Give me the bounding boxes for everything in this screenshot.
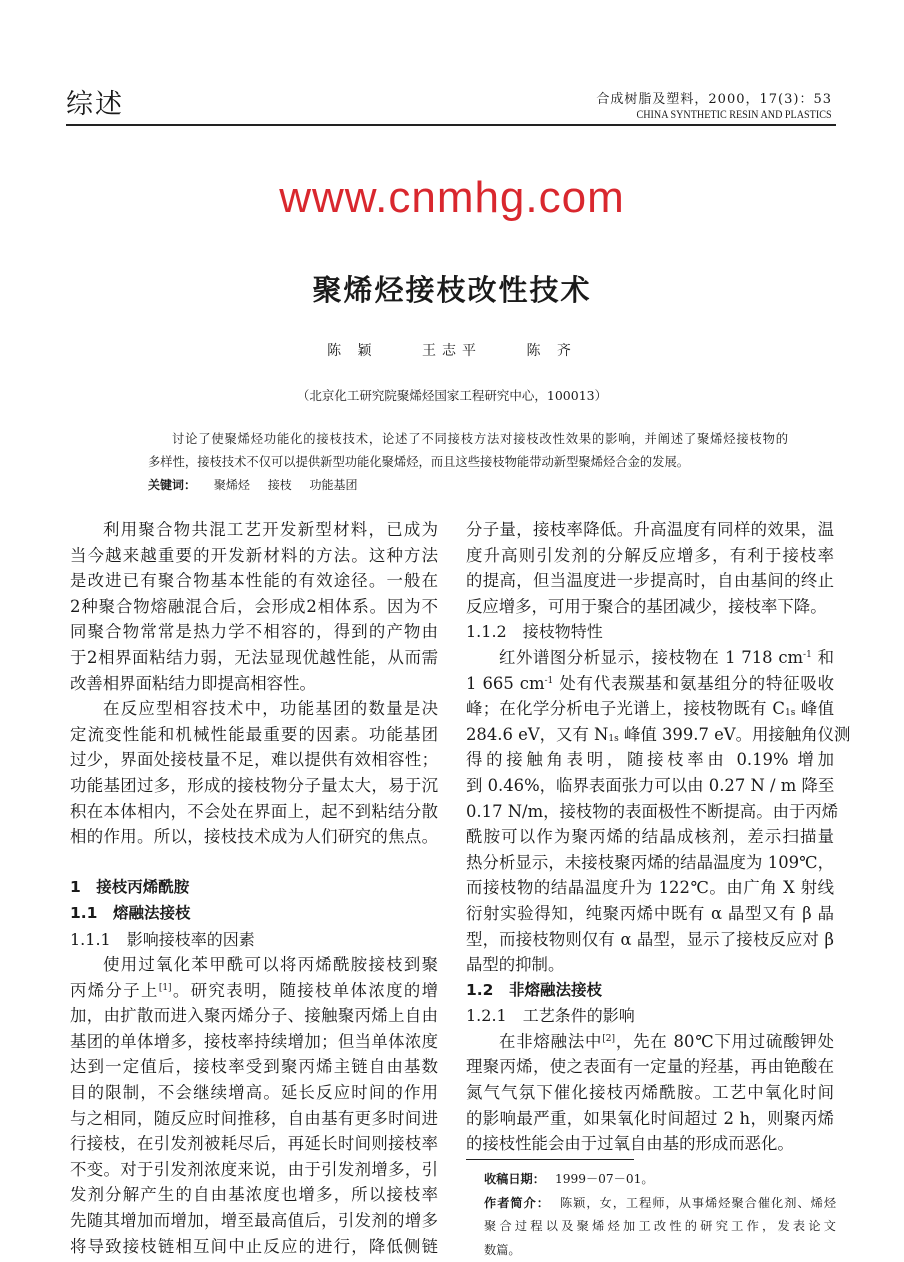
text-line (70, 696, 438, 722)
line-text: 度升高则引发剂的分解反应增多，有利于接枝率 (466, 545, 834, 565)
text-line (466, 952, 834, 978)
keyword: 功能基团 (309, 478, 358, 492)
text-line (466, 747, 834, 773)
superscript: -1 (803, 649, 812, 660)
spacer (70, 850, 438, 876)
line-text: 将导致接枝链相互间中止反应的进行，降低侧链 (70, 1236, 438, 1256)
abstract (148, 428, 788, 497)
line-text: 改善相界面粘结力即提高相容性。 (70, 673, 316, 693)
text-line (70, 619, 438, 645)
line-text: 不变。对于引发剂浓度来说，由于引发剂增多，引 (70, 1159, 438, 1179)
author-bio (484, 1192, 836, 1216)
text-line (70, 568, 438, 594)
author-list (0, 340, 904, 360)
section-label: 综述 (66, 89, 124, 120)
line-text: 型，而接枝物则仅有 α 晶型，显示了接枝反应对 β (466, 929, 834, 949)
affiliation: （北京化工研究院聚烯烃国家工程研究中心，100013） (296, 388, 608, 403)
line-text: 峰值 (795, 699, 834, 719)
text-line (70, 1106, 438, 1132)
section-heading (466, 1003, 834, 1029)
text-line (466, 671, 834, 697)
line-text: 分子量，接枝率降低。升高温度有同样的效果，温 (466, 520, 834, 539)
text-line (466, 568, 834, 594)
keyword: 聚烯烃 (213, 478, 250, 492)
line-text: 1.1.2 接枝物特性 (466, 622, 603, 642)
text-line (466, 799, 839, 825)
text-line (466, 824, 834, 850)
line-text: 到 0.46%，临界表面张力可以由 0.27 N / m 降至 (466, 775, 835, 795)
text-line (466, 1080, 834, 1106)
text-line (70, 517, 438, 543)
line-text: 理聚丙烯，使之表面有一定量的羟基，再由铯酸在 (466, 1057, 834, 1077)
text-line (70, 1003, 438, 1029)
line-text: 酰胺可以作为聚丙烯的结晶成核剂，差示扫描量 (466, 827, 834, 847)
line-text: 衍射实验得知，纯聚丙烯中既有 α 晶型又有 β 晶 (466, 903, 834, 923)
line-text: 先随其增加而增加，增至最高值后，引发剂的增多 (70, 1211, 438, 1231)
abstract-line: 多样性，接枝技术不仅可以提供新型功能化聚烯烃，而且这些接枝物能带动新型聚烯烃合金的发展。 (148, 455, 690, 469)
line-text: 1.1.1 影响接枝率的因素 (70, 929, 255, 949)
line-text: 峰；在化学分析电子光谱上，接枝物既有 C (466, 699, 785, 719)
line-text: 过少，界面处接枝量不足，难以提供有效相容性； (70, 750, 438, 770)
line-text: 加，由扩散而进入聚丙烯分子、接触聚丙烯上自由 (70, 1006, 438, 1026)
line-text: 定流变性能和机械性能最重要的因素。功能基团 (70, 724, 438, 744)
line-text: 基团的单体增多，接枝率持续增加；但当单体浓度 (70, 1031, 438, 1051)
footnote-rule (466, 1159, 634, 1160)
line-text: 的提高，但当温度进一步提高时，自由基间的终止 (466, 571, 834, 591)
keywords (148, 474, 788, 497)
text-line (466, 850, 834, 876)
text-line (466, 1131, 834, 1157)
section-heading (70, 927, 438, 953)
line-text: 的接枝性能会由于过氧自由基的形成而恶化。 (466, 1134, 794, 1154)
line-text: 达到一定值后，接枝率受到聚丙烯主链自由基数 (70, 1057, 438, 1077)
text-line (70, 747, 438, 773)
header-rule (66, 124, 836, 126)
text-line (466, 594, 834, 620)
text-line (70, 1054, 438, 1080)
line-text: 1.2 非熔融法接枝 (466, 980, 602, 999)
text-line (466, 1106, 834, 1132)
line-text: 功能基团过多，形成的接枝物分子量太大，易于沉 (70, 775, 438, 795)
line-text: 相的作用。所以，接枝技术成为人们研究的焦点。 (70, 827, 438, 847)
line-text: 和 (811, 647, 834, 667)
text-line (70, 1182, 438, 1208)
line-text: 0.17 N/m，接枝物的表面极性不断提高。由于丙烯 (466, 801, 839, 821)
line-text: 积在本体相内，不会处在界面上，起不到粘结分散 (70, 801, 438, 821)
line-text: 使用过氧化苯甲酰可以将丙烯酰胺接枝到聚 (103, 955, 438, 975)
text-line (466, 1054, 834, 1080)
line-text: 1.2.1 工艺条件的影响 (466, 1006, 635, 1026)
journal-citation (596, 88, 832, 121)
line-text: 1 665 cm (466, 673, 545, 693)
text-line (70, 978, 438, 1004)
author: 陈 颖 (327, 343, 378, 359)
section-heading (70, 875, 438, 901)
line-text: 利用聚合物共混工艺开发新型材料，已成为 (103, 520, 438, 539)
bio-line: 聚合过程以及聚烯烃加工改性的研究工作，发表论文 (484, 1219, 836, 1233)
text-line (70, 1234, 438, 1260)
text-line (70, 1157, 438, 1183)
subscript: 1s (784, 708, 796, 719)
line-text: 丙烯分子上 (70, 980, 159, 1000)
line-text: 于2相界面粘结力弱，无法显现优越性能，从而需 (70, 647, 438, 667)
received-value: 1999－07－01。 (554, 1172, 654, 1186)
journal-name-en: CHINA SYNTHETIC RESIN AND PLASTICS (636, 109, 832, 121)
line-text: 氮气气氛下催化接枝丙烯酰胺。工艺中氧化时间 (466, 1083, 834, 1103)
bio-label: 作者简介： (484, 1195, 550, 1210)
text-line (70, 645, 438, 671)
line-text: 热分析显示，未接枝聚丙烯的结晶温度为 109℃， (466, 852, 834, 872)
section-heading (70, 901, 438, 927)
text-line (466, 696, 834, 722)
line-text: 行接枝，在引发剂被耗尽后，再延长时间则接枝率 (70, 1134, 438, 1154)
superscript: -1 (544, 675, 554, 686)
line-text: 反应增多，可用于聚合的基团减少，接枝率下降。 (466, 596, 827, 616)
text-line (466, 645, 834, 671)
line-text: 峰值 399.7 eV。用接触角仪测 (618, 724, 851, 744)
text-line (70, 952, 438, 978)
author: 陈 齐 (526, 343, 577, 359)
line-text: 得的接触角表明，随接枝率由 0.19% 增加 (466, 750, 834, 770)
text-line (70, 671, 438, 697)
abstract-line: 讨论了使聚烯烃功能化的接枝技术，论述了不同接枝方法对接枝改性效果的影响，并阐述了聚烯烃接枝物的 (172, 432, 788, 446)
text-line (70, 1131, 438, 1157)
text-line (70, 1029, 438, 1055)
line-text: 的影响最严重，如果氧化时间超过 2 h，则聚丙烯 (466, 1108, 834, 1128)
line-text: 2种聚合物熔融混合后，会形成2相体系。因为不 (70, 596, 438, 616)
line-text: 晶型的抑制。 (466, 955, 565, 975)
line-text: 是改进已有聚合物基本性能的有效途径。一般在 (70, 571, 438, 591)
line-text: 1.1 熔融法接枝 (70, 903, 191, 922)
text-line (70, 824, 438, 850)
line-text: 1 接枝丙烯酰胺 (70, 878, 190, 897)
body-column-right (466, 517, 851, 1157)
bio-line: 陈颖，女，工程师，从事烯烃聚合催化剂、烯烃 (559, 1195, 837, 1210)
line-text: 而接枝物的结晶温度升为 122℃。由广角 X 射线 (466, 878, 834, 898)
received-date (484, 1168, 836, 1192)
keyword: 接枝 (267, 478, 292, 492)
line-text: 当今越来越重要的开发新材料的方法。这种方法 (70, 545, 438, 565)
footnotes (484, 1168, 836, 1262)
keywords-label: 关键词： (148, 478, 197, 492)
line-text: ，先在 80℃下用过硫酸钾处 (615, 1031, 835, 1051)
text-line (70, 773, 438, 799)
line-text: 红外谱图分析显示，接枝物在 1 718 cm (499, 647, 804, 667)
text-line (466, 543, 834, 569)
line-text: 处有代表羰基和氨基组分的特征吸收 (553, 673, 834, 693)
line-text: 目的限制，不会继续增高。延长反应时间的作用 (70, 1083, 438, 1103)
text-line (466, 722, 851, 748)
section-heading (466, 978, 834, 1004)
text-line (70, 594, 438, 620)
text-line (70, 1080, 438, 1106)
line-text: 发剂分解产生的自由基浓度也增多，所以接枝率 (70, 1185, 438, 1205)
text-line (70, 799, 438, 825)
superscript: [2] (602, 1033, 616, 1044)
received-label: 收稿日期： (484, 1172, 545, 1186)
body-column-left (70, 517, 438, 1259)
bio-line: 数篇。 (484, 1242, 521, 1257)
watermark: www.cnmhg.com (279, 173, 625, 222)
journal-citation-cn: 合成树脂及塑料，2000，17(3)：53 (596, 92, 832, 107)
text-line (466, 927, 834, 953)
text-line (466, 901, 834, 927)
line-text: 在非熔融法中 (499, 1031, 603, 1051)
text-line (466, 773, 834, 799)
line-text: 在反应型相容技术中，功能基团的数量是决 (103, 699, 438, 719)
text-line (466, 1029, 834, 1055)
section-heading (466, 619, 834, 645)
text-line (466, 875, 834, 901)
line-text: 284.6 eV，又有 N (466, 724, 609, 744)
text-line (70, 1208, 438, 1234)
line-text: 。研究表明，随接枝单体浓度的增 (171, 980, 438, 1000)
subscript: 1s (608, 733, 619, 744)
article-title: 聚烯烃接枝改性技术 (312, 273, 592, 307)
text-line (70, 543, 438, 569)
superscript: [1] (158, 982, 172, 993)
author: 王志平 (422, 343, 482, 359)
text-line (70, 722, 438, 748)
text-line (466, 517, 834, 543)
line-text: 与之相同，随反应时间推移，自由基有更多时间进 (70, 1108, 438, 1128)
line-text: 同聚合物常常是热力学不相容的，得到的产物由 (70, 622, 438, 642)
